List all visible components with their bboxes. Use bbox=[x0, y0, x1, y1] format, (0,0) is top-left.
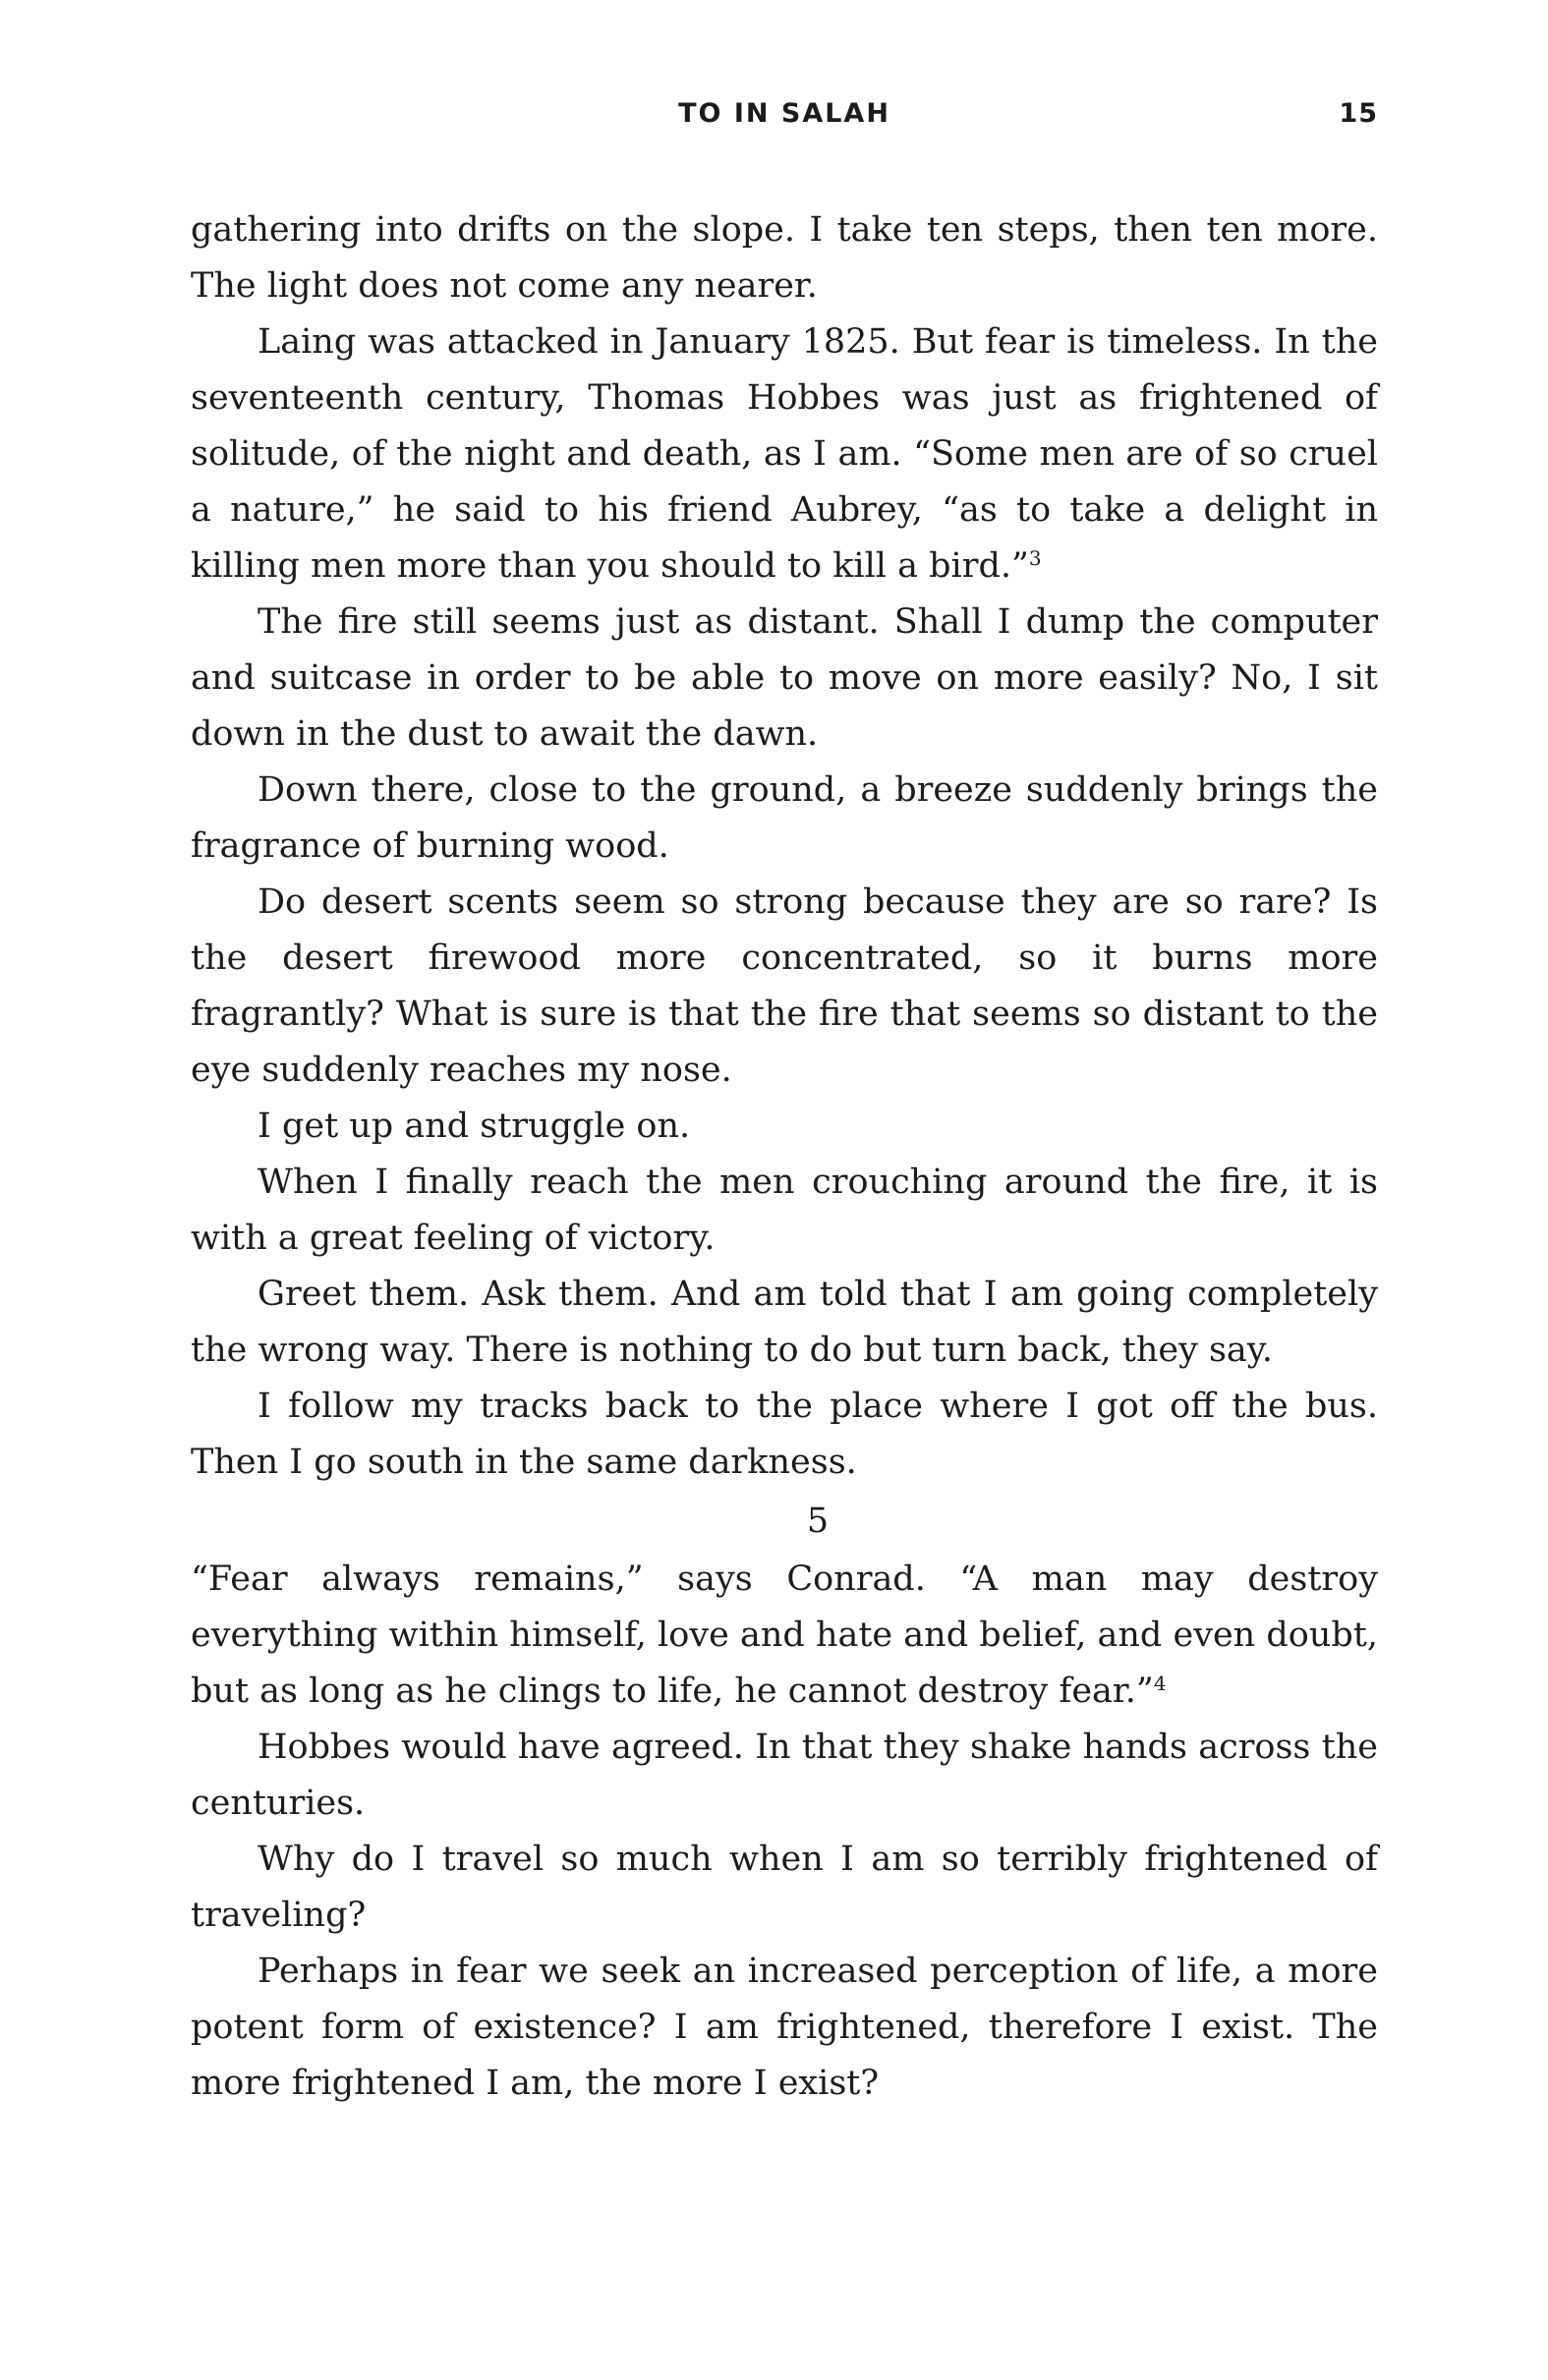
paragraph: I follow my tracks back to the place where I got off the bus. Then I go south in the same darkness. bbox=[191, 1387, 1378, 1482]
section-number: 5 bbox=[806, 1502, 830, 1541]
paragraph bbox=[191, 314, 1378, 595]
paragraph: gathering into drifts on the slope. I take ten steps, then ten more. The light does not come any nearer. bbox=[191, 210, 1378, 306]
paragraph-text: “Fear always remains,” says Conrad. “A man may destroy everything within himself, love and hate and belief, and even doubt, but as long as he clings to life, he cannot destroy fear.” bbox=[191, 1559, 1378, 1711]
paragraph bbox=[191, 1552, 1378, 1720]
page-number: 15 bbox=[1339, 98, 1378, 129]
paragraph: Perhaps in fear we seek an increased perception of life, a more potent form of existence? I am frightened, therefore I exist. The more frightened I am, the more I exist? bbox=[191, 1952, 1378, 2103]
chapter-title: TO IN SALAH bbox=[678, 98, 890, 129]
running-head bbox=[191, 98, 1378, 147]
paragraph: The fire still seems just as distant. Shall I dump the computer and suitcase in order to be able to move on more easily? No, I sit down in the dust to await the dawn. bbox=[191, 602, 1378, 754]
paragraph: Hobbes would have agreed. In that they shake hands across the centuries. bbox=[191, 1728, 1378, 1823]
paragraph-text: Laing was attacked in January 1825. But fear is timeless. In the seventeenth century, Thomas Hobbes was just as frightened of solitude, of the night and death, as I am. “Some men are of so cruel a nature,” he said to his friend Aubrey, “as to take a delight in killing men more than you should to kill a bird.” bbox=[191, 322, 1378, 586]
paragraph: I get up and struggle on. bbox=[258, 1106, 691, 1146]
paragraph: When I finally reach the men crouching around the fire, it is with a great feeling of victory. bbox=[191, 1162, 1378, 1258]
footnote-marker: 4 bbox=[1153, 1672, 1167, 1695]
paragraph: Down there, close to the ground, a breeze suddenly brings the fragrance of burning wood. bbox=[191, 770, 1378, 866]
body-text bbox=[191, 202, 1378, 2112]
footnote-marker: 3 bbox=[1028, 546, 1042, 570]
paragraph: Greet them. Ask them. And am told that I am going completely the wrong way. There is nothing to do but turn back, they say. bbox=[191, 1275, 1378, 1370]
paragraph: Do desert scents seem so strong because they are so rare? Is the desert firewood more concentrated, so it burns more fragrantly? What is sure is that the fire that seems so distant to the eye suddenly reaches my nose. bbox=[191, 882, 1378, 1090]
paragraph: Why do I travel so much when I am so terribly frightened of traveling? bbox=[191, 1840, 1378, 1935]
